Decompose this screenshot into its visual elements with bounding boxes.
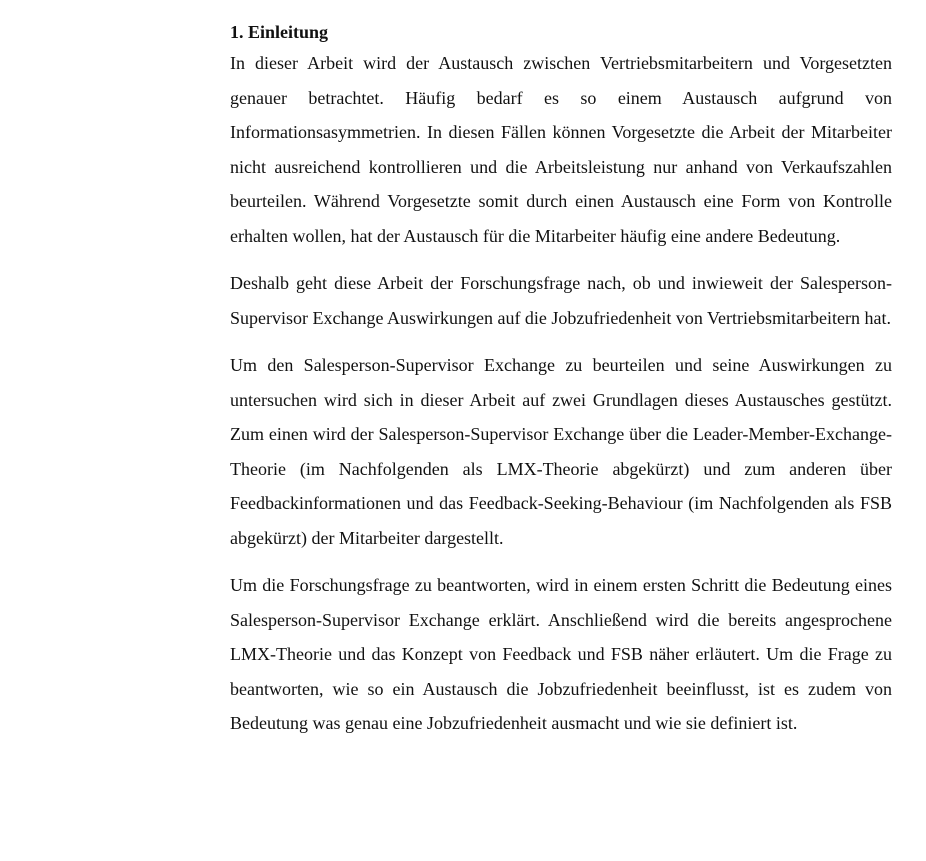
paragraph-foundations: Um den Salesperson-Supervisor Exchange zu beurteilen und seine Auswirkungen zu untersuchen wird sich in dieser Arbeit auf zwei Grundlagen dieses Austausches gestützt. Zum einen wird der Salesperson-Supervisor Exchange über die Leader-Member-Exchange-Theorie (im Nachfolgenden als LMX-Theorie abgekürzt) und zum anderen über Feedbackinformationen und das Feedback-Seeking-Behaviour (im Nachfolgenden als FSB abgekürzt) der Mitarbeiter dargestellt. xyxy=(230,355,892,548)
paragraph-structure: Um die Forschungsfrage zu beantworten, wird in einem ersten Schritt die Bedeutung eines Salesperson-Supervisor Exchange erklärt. Anschließend wird die bereits angesprochene LMX-Theorie und das Konzept von Feedback und FSB näher erläutert. Um die Frage zu beantworten, wie so ein Austausch die Jobzufriedenheit beeinflusst, ist es zudem von Bedeutung was genau eine Jobzufriedenheit ausmacht und wie sie definiert ist. xyxy=(230,575,892,733)
paragraph-intro: In dieser Arbeit wird der Austausch zwischen Vertriebsmitarbeitern und Vorgesetzten genauer betrachtet. Häufig bedarf es so einem Austausch aufgrund von Informationsasymmetrien. In diesen Fällen können Vorgesetzte die Arbeit der Mitarbeiter nicht ausreichend kontrollieren und die Arbeitsleistung nur anhand von Verkaufszahlen beurteilen. Während Vorgesetzte somit durch einen Austausch eine Form von Kontrolle erhalten wollen, hat der Austausch für die Mitarbeiter häufig eine andere Bedeutung. xyxy=(230,53,892,246)
paragraph-research-question: Deshalb geht diese Arbeit der Forschungsfrage nach, ob und inwieweit der Salesperson-Supervisor Exchange Auswirkungen auf die Jobzufriedenheit von Vertriebsmitarbeitern hat. xyxy=(230,273,892,328)
document-page xyxy=(230,18,892,741)
section-heading: 1. Einleitung xyxy=(230,22,329,42)
